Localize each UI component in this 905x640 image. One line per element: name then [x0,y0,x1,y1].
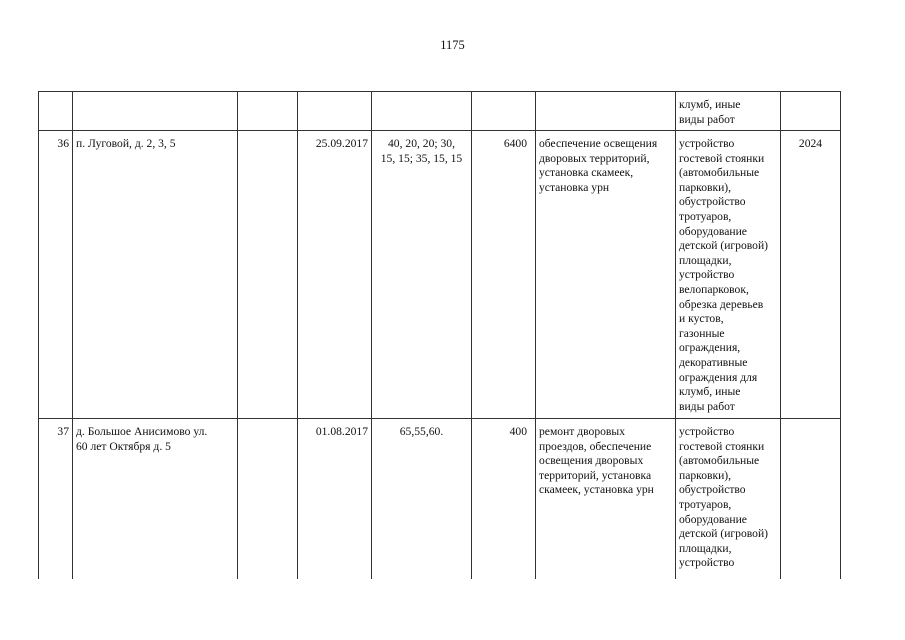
cell-additional-works: клумб, иные виды работ [676,92,781,131]
cell-number [39,92,73,131]
cell-address [73,92,238,131]
table-row [39,92,841,131]
cell-blank [238,92,298,131]
cell-date [298,92,372,131]
cell-year [781,92,841,131]
cell-sum: 400 [472,419,536,580]
cell-number: 37 [39,419,73,580]
cell-sum [472,92,536,131]
cell-date: 01.08.2017 [298,419,372,580]
cell-address: д. Большое Анисимово ул. 60 лет Октября д. 5 [73,419,238,580]
cell-additional-works: устройство гостевой стоянки (автомобильные парковки), обустройство тротуаров, оборудование детской (игровой) площадки, устройство велопарковок, обрезка деревьев и кустов, газонные ограждения, декоративные ограждения для клумб, иные виды работ [676,131,781,419]
cell-sum: 6400 [472,131,536,419]
cell-address: п. Луговой, д. 2, 3, 5 [73,131,238,419]
table-row [39,131,841,419]
cell-area [372,92,472,131]
cell-year [781,419,841,580]
cell-blank [238,419,298,580]
cell-minimal-works [536,92,676,131]
cell-minimal-works: обеспечение освещения дворовых территорий, установка скамеек, установка урн [536,131,676,419]
cell-area: 40, 20, 20; 30, 15, 15; 35, 15, 15 [372,131,472,419]
page-number: 1175 [440,38,465,52]
cell-area: 65,55,60. [372,419,472,580]
cell-blank [238,131,298,419]
cell-number: 36 [39,131,73,419]
table-row [39,419,841,580]
cell-date: 25.09.2017 [298,131,372,419]
cell-minimal-works: ремонт дворовых проездов, обеспечение освещения дворовых территорий, установка скамеек, установка урн [536,419,676,580]
cell-year: 2024 [781,131,841,419]
improvement-table [38,91,841,579]
cell-additional-works: устройство гостевой стоянки (автомобильные парковки), обустройство тротуаров, оборудование детской (игровой) площадки, устройство [676,419,781,580]
